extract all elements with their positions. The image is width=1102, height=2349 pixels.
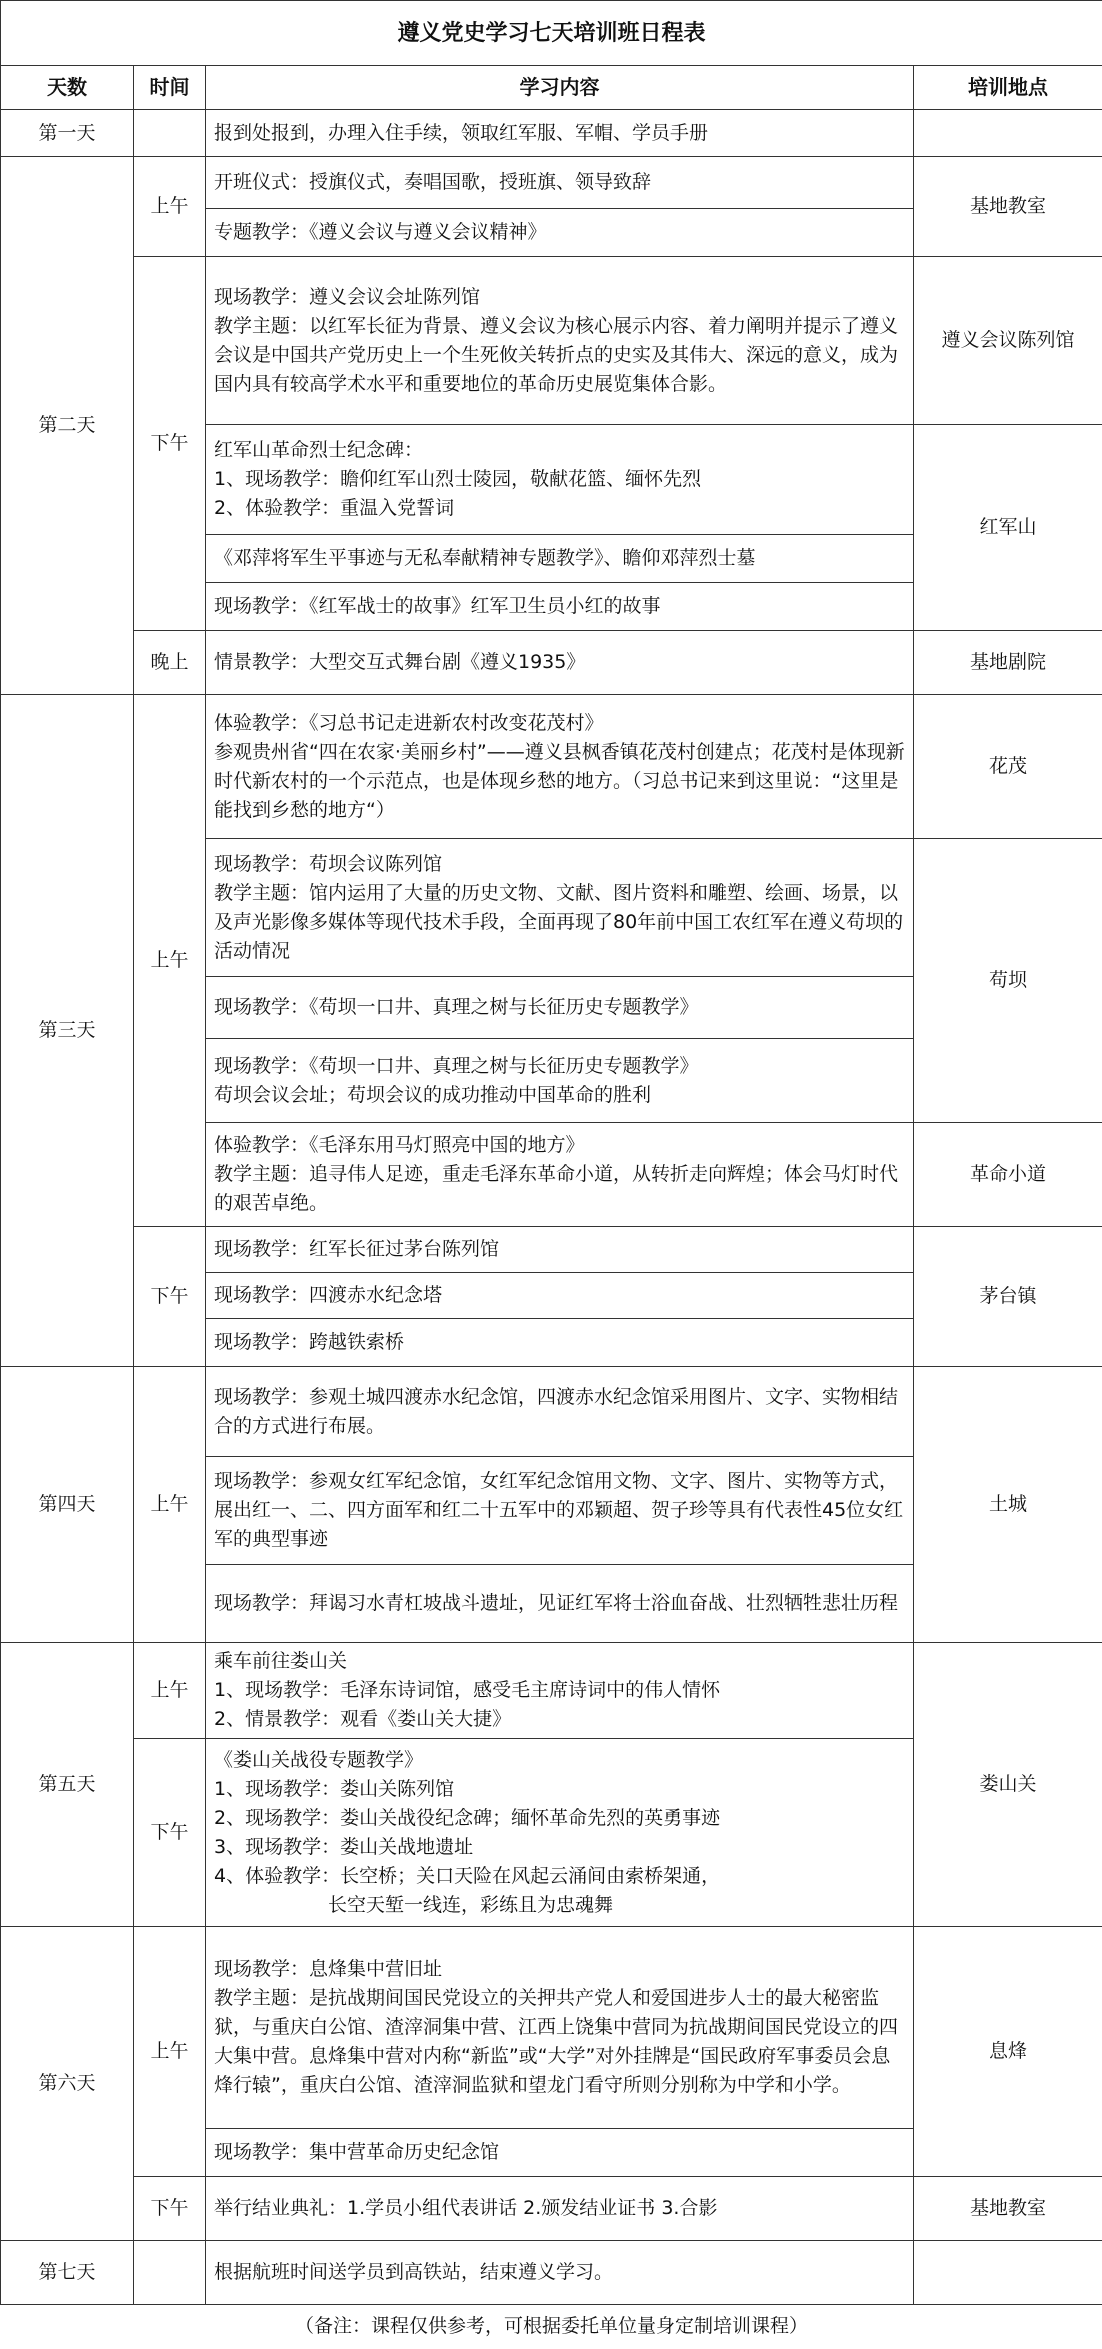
location-cell: 茅台镇 — [914, 1227, 1102, 1367]
content-cell: 现场教学：集中营革命历史纪念馆 — [206, 2129, 914, 2177]
time-cell-morning: 上午 — [134, 695, 206, 1227]
content-cell: 现场教学：《红军战士的故事》红军卫生员小红的故事 — [206, 583, 914, 631]
day-cell-7: 第七天 — [1, 2241, 134, 2305]
content-cell: 专题教学：《遵义会议与遵义会议精神》 — [206, 209, 914, 257]
content-cell: 现场教学：遵义会议会址陈列馆 教学主题：以红军长征为背景、遵义会议为核心展示内容、着力阐明并提示了遵义会议是中国共产党历史上一个生死攸关转折点的史实及其伟大、深远的意义，成为国内具有较高学术水平和重要地位的革命历史展览集体合影。 — [206, 257, 914, 425]
location-cell: 苟坝 — [914, 839, 1102, 1123]
content-cell: 现场教学：跨越铁索桥 — [206, 1319, 914, 1367]
location-cell: 基地教室 — [914, 157, 1102, 257]
time-cell-evening: 晚上 — [134, 631, 206, 695]
time-cell-morning: 上午 — [134, 1367, 206, 1643]
content-cell: 情景教学：大型交互式舞台剧《遵义1935》 — [206, 631, 914, 695]
location-cell: 娄山关 — [914, 1643, 1102, 1927]
location-cell: 土城 — [914, 1367, 1102, 1643]
page-title: 遵义党史学习七天培训班日程表 — [1, 1, 1102, 66]
location-cell: 基地剧院 — [914, 631, 1102, 695]
time-cell-afternoon: 下午 — [134, 1739, 206, 1927]
time-cell-morning: 上午 — [134, 1927, 206, 2177]
day-cell-5: 第五天 — [1, 1643, 134, 1927]
time-cell-morning: 上午 — [134, 1643, 206, 1739]
content-cell: 根据航班时间送学员到高铁站，结束遵义学习。 — [206, 2241, 914, 2305]
content-cell: 现场教学：四渡赤水纪念塔 — [206, 1273, 914, 1319]
day-cell-3: 第三天 — [1, 695, 134, 1367]
content-cell: 红军山革命烈士纪念碑： 1、现场教学：瞻仰红军山烈士陵园，敬献花篮、缅怀先烈 2、体验教学：重温入党誓词 — [206, 425, 914, 535]
content-cell: 举行结业典礼：1.学员小组代表讲话 2.颁发结业证书 3.合影 — [206, 2177, 914, 2241]
header-location: 培训地点 — [914, 66, 1102, 110]
content-cell: 乘车前往娄山关 1、现场教学：毛泽东诗词馆，感受毛主席诗词中的伟人情怀 2、情景教学：观看《娄山关大捷》 — [206, 1643, 914, 1739]
content-cell: 现场教学：息烽集中营旧址 教学主题：是抗战期间国民党设立的关押共产党人和爱国进步人士的最大秘密监狱，与重庆白公馆、渣滓洞集中营、江西上饶集中营同为抗战期间国民党设立的四大集中营。息烽集中营对内称“新监”或“大学”对外挂牌是“国民政府军事委员会息烽行辕”，重庆白公馆、渣滓洞监狱和望龙门看守所则分别称为中学和小学。 — [206, 1927, 914, 2129]
content-cell: 现场教学：《苟坝一口井、真理之树与长征历史专题教学》 苟坝会议会址；苟坝会议的成功推动中国革命的胜利 — [206, 1039, 914, 1123]
location-cell: 花茂 — [914, 695, 1102, 839]
content-cell: 现场教学：拜谒习水青杠坡战斗遗址，见证红军将士浴血奋战、壮烈牺牲悲壮历程 — [206, 1565, 914, 1643]
time-cell-afternoon: 下午 — [134, 1227, 206, 1367]
table-row — [1, 631, 1102, 695]
location-cell: 息烽 — [914, 1927, 1102, 2177]
content-cell: 《邓萍将军生平事迹与无私奉献精神专题教学》、瞻仰邓萍烈士墓 — [206, 535, 914, 583]
day-cell-2: 第二天 — [1, 157, 134, 695]
location-cell: 基地教室 — [914, 2177, 1102, 2241]
header-time: 时间 — [134, 66, 206, 110]
location-cell: 红军山 — [914, 425, 1102, 631]
title-row — [1, 1, 1102, 66]
table-row — [1, 1927, 1102, 2129]
location-cell-empty — [914, 2241, 1102, 2305]
content-cell: 开班仪式：授旗仪式，奏唱国歌，授班旗、领导致辞 — [206, 157, 914, 209]
time-cell-morning: 上午 — [134, 157, 206, 257]
day-cell-4: 第四天 — [1, 1367, 134, 1643]
header-content: 学习内容 — [206, 66, 914, 110]
content-cell: 体验教学：《习总书记走进新农村改变花茂村》 参观贵州省“四在农家·美丽乡村”——遵义县枫香镇花茂村创建点；花茂村是体现新时代新农村的一个示范点，也是体现乡愁的地方。（习总书记来到这里说：“这里是能找到乡愁的地方“） — [206, 695, 914, 839]
note-row — [1, 2305, 1102, 2349]
time-cell-afternoon: 下午 — [134, 257, 206, 631]
time-cell-afternoon: 下午 — [134, 2177, 206, 2241]
header-day: 天数 — [1, 66, 134, 110]
content-cell: 现场教学：参观土城四渡赤水纪念馆，四渡赤水纪念馆采用图片、文字、实物相结合的方式进行布展。 — [206, 1367, 914, 1457]
table-row — [1, 1643, 1102, 1739]
content-cell: 报到处报到，办理入住手续，领取红军服、军帽、学员手册 — [206, 110, 914, 157]
content-cell: 现场教学：参观女红军纪念馆，女红军纪念馆用文物、文字、图片、实物等方式，展出红一、二、四方面军和红二十五军中的邓颖超、贺子珍等具有代表性45位女红军的典型事迹 — [206, 1457, 914, 1565]
day-cell-1: 第一天 — [1, 110, 134, 157]
content-cell: 现场教学：苟坝会议陈列馆 教学主题：馆内运用了大量的历史文物、文献、图片资料和雕塑、绘画、场景，以及声光影像多媒体等现代技术手段，全面再现了80年前中国工农红军在遵义苟坝的活动情况 — [206, 839, 914, 977]
location-cell: 革命小道 — [914, 1123, 1102, 1227]
footnote: （备注：课程仅供参考，可根据委托单位量身定制培训课程） — [1, 2305, 1102, 2349]
table-row — [1, 695, 1102, 839]
time-cell-empty — [134, 110, 206, 157]
location-cell-empty — [914, 110, 1102, 157]
content-cell: 《娄山关战役专题教学》 1、现场教学：娄山关陈列馆 2、现场教学：娄山关战役纪念碑；缅怀革命先烈的英勇事迹 3、现场教学：娄山关战地遗址 4、体验教学：长空桥；关口天险在风起云涌间由索桥架通， 长空天堑一线连，彩练且为忠魂舞 — [206, 1739, 914, 1927]
content-cell: 现场教学：《苟坝一口井、真理之树与长征历史专题教学》 — [206, 977, 914, 1039]
table-row — [1, 157, 1102, 209]
content-cell: 体验教学：《毛泽东用马灯照亮中国的地方》 教学主题：追寻伟人足迹，重走毛泽东革命小道，从转折走向辉煌；体会马灯时代的艰苦卓绝。 — [206, 1123, 914, 1227]
header-row — [1, 66, 1102, 110]
location-cell: 遵义会议陈列馆 — [914, 257, 1102, 425]
content-cell: 现场教学：红军长征过茅台陈列馆 — [206, 1227, 914, 1273]
table-row — [1, 110, 1102, 157]
table-row — [1, 2241, 1102, 2305]
table-row — [1, 1227, 1102, 1273]
table-row — [1, 2177, 1102, 2241]
table-row — [1, 257, 1102, 425]
day-cell-6: 第六天 — [1, 1927, 134, 2241]
time-cell-empty — [134, 2241, 206, 2305]
table-row — [1, 1367, 1102, 1457]
